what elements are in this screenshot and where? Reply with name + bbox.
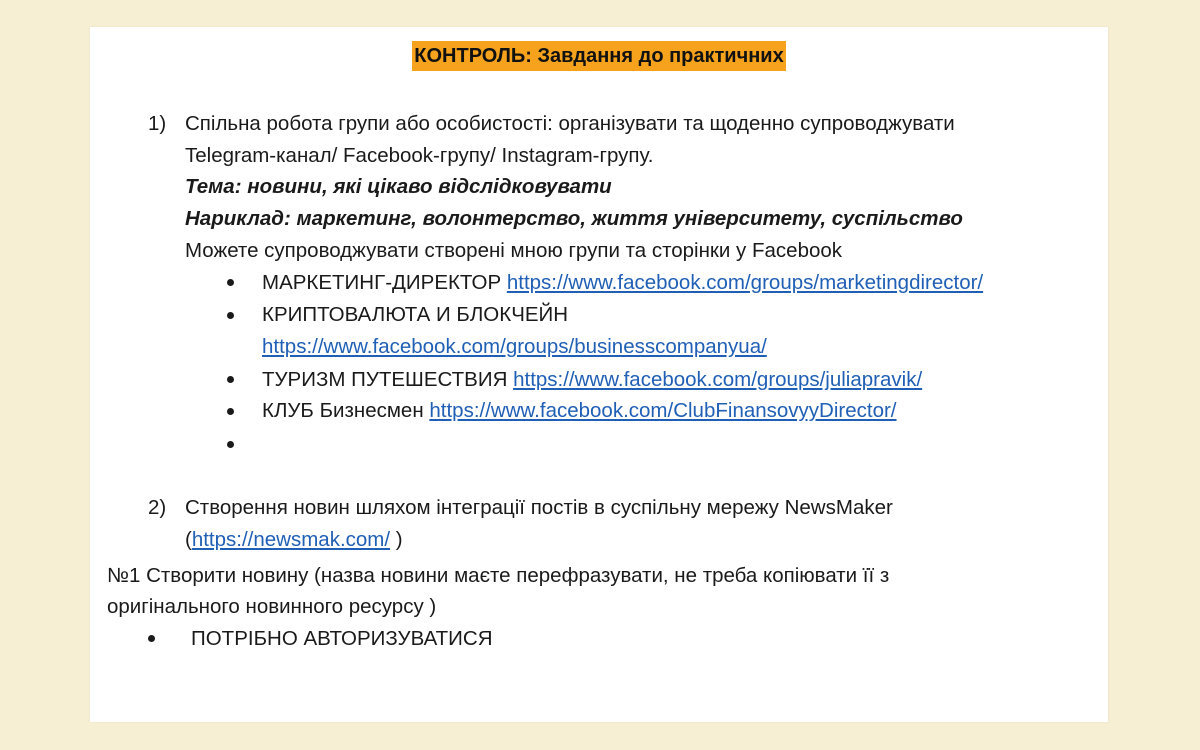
group-name: КРИПТОВАЛЮТА И БЛОКЧЕЙН xyxy=(262,303,569,326)
step1-line1: №1 Створити новину (назва новини маєте перефразувати, не треба копіювати її з xyxy=(107,564,890,587)
bullet-icon xyxy=(227,408,234,415)
group-link[interactable]: https://www.facebook.com/ClubFinansovyyDirector/ xyxy=(429,399,897,422)
bullet-icon xyxy=(227,279,234,286)
task2-url-row xyxy=(185,526,403,554)
task1-number: 1) xyxy=(148,112,167,135)
document-page xyxy=(90,27,1108,722)
task2-number: 2) xyxy=(148,496,167,519)
newsmaker-link[interactable]: https://newsmak.com/ xyxy=(191,528,391,551)
task1-theme: Тема: новини, які цікаво відслідковувати xyxy=(185,175,612,198)
group-link[interactable]: https://www.facebook.com/groups/marketingdirector/ xyxy=(506,271,984,294)
group-item xyxy=(262,366,922,394)
group-link[interactable]: https://www.facebook.com/groups/businesscompanyua/ xyxy=(262,335,767,358)
task1-line1: Спільна робота групи або особистості: організувати та щоденно супроводжувати xyxy=(185,112,955,135)
task1-example: Нариклад: маркетинг, волонтерство, життя університету, суспільство xyxy=(185,207,963,230)
group-name: ТУРИЗМ ПУТЕШЕСТВИЯ xyxy=(262,368,508,391)
task1-line2: Telegram-канал/ Facebook-групу/ Instagram-групу. xyxy=(185,144,654,167)
step1-bullet-text: ПОТРІБНО АВТОРИЗУВАТИСЯ xyxy=(191,627,493,650)
bullet-icon xyxy=(148,635,155,642)
group-item-link-row xyxy=(262,333,767,361)
group-name: МАРКЕТИНГ-ДИРЕКТОР xyxy=(262,271,502,294)
paren-open: ( xyxy=(185,528,192,551)
task2-line1: Створення новин шляхом інтеграції постів в суспільну мережу NewsMaker xyxy=(185,496,893,519)
step1-line2: оригінального новинного ресурсу ) xyxy=(107,595,437,618)
group-item xyxy=(262,269,983,297)
bullet-icon xyxy=(227,312,234,319)
group-name: КЛУБ Бизнесмен xyxy=(262,399,424,422)
bullet-icon xyxy=(227,376,234,383)
document-title: КОНТРОЛЬ: Завдання до практичних xyxy=(412,41,785,71)
task1-intro: Можете супроводжувати створені мною групи та сторінки у Facebook xyxy=(185,239,843,262)
paren-close: ) xyxy=(390,528,403,551)
title-row xyxy=(90,41,1108,71)
group-link[interactable]: https://www.facebook.com/groups/juliapravik/ xyxy=(513,368,923,391)
group-item xyxy=(262,397,897,425)
empty-bullet-icon xyxy=(227,441,234,448)
